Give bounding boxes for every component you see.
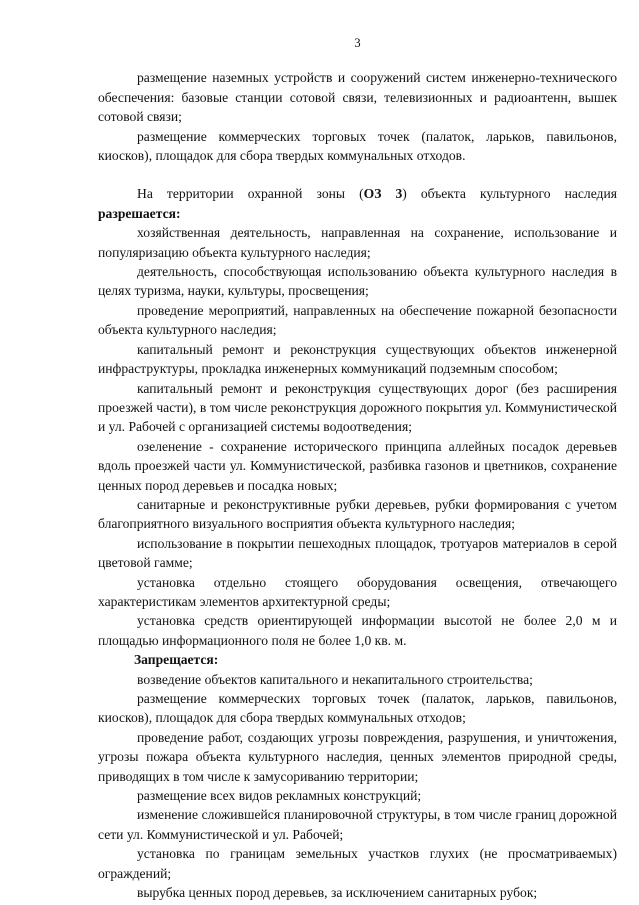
allowed-item: хозяйственная деятельность, направленная на сохранение, использование и популяризацию объекта культурного наследия;: [98, 225, 617, 260]
forbidden-item: размещение всех видов рекламных конструкций;: [137, 788, 422, 804]
forbidden-item: вырубка ценных пород деревьев, за исключением санитарных рубок;: [137, 885, 538, 901]
forbidden-item: установка по границам земельных участков глухих (не просматриваемых) ограждений;: [98, 846, 617, 881]
paragraph-gap: [98, 165, 617, 184]
allowed-item: озеленение - сохранение исторического принципа аллейных посадок деревьев вдоль проезжей части ул. Коммунистической, разбивка газонов и цветников, сохранение ценных пород деревьев и посадка новых;: [98, 438, 617, 493]
page-number: 3: [354, 36, 361, 50]
allowed-item: капитальный ремонт и реконструкция существующих дорог (без расширения проезжей части), в том числе реконструкция дорожного покрытия ул. Коммунистической и ул. Рабочей с организацией системы водоотведения;: [98, 380, 617, 435]
allowed-item: установка отдельно стоящего оборудования освещения, отвечающего характеристикам элементов архитектурной среды;: [98, 574, 617, 609]
allowed-heading: разрешается:: [98, 205, 181, 221]
allowed-item: деятельность, способствующая использованию объекта культурного наследия в целях туризма, науки, культуры, просвещения;: [98, 264, 617, 299]
zone-code: ОЗ 3: [363, 186, 403, 202]
forbidden-item: проведение работ, создающих угрозы повреждения, разрушения, и уничтожения, угрозы пожара объекта культурного наследия, ценных элементов природной среды, приводящих в том числе к замусориванию территории;: [98, 729, 617, 784]
top-item: размещение наземных устройств и сооружений систем инженерно-технического обеспечения: базовые станции сотовой связи, телевизионных и радиоантенн, вышек сотовой связи;: [98, 70, 617, 125]
forbidden-item: возведение объектов капитального и некапитального строительства;: [137, 671, 533, 687]
forbidden-heading: Запрещается:: [134, 652, 219, 668]
allowed-item: установка средств ориентирующей информации высотой не более 2,0 м и площадью информационного поля не более 1,0 кв. м.: [98, 613, 617, 648]
allowed-item: использование в покрытии пешеходных площадок, тротуаров материалов в серой цветовой гамме;: [98, 535, 617, 571]
zone-intro-before: На территории охранной зоны (: [137, 186, 364, 202]
zone-intro-paragraph: [98, 184, 617, 223]
forbidden-item: изменение сложившейся планировочной структуры, в том числе границ дорожной сети ул. Коммунистической и ул. Рабочей;: [98, 807, 617, 842]
allowed-item: капитальный ремонт и реконструкция существующих объектов инженерной инфраструктуры, прокладка инженерных коммуникаций подземным способом;: [98, 341, 617, 377]
zone-intro-after: ) объекта культурного наследия: [402, 186, 617, 202]
allowed-item: проведение мероприятий, направленных на обеспечение пожарной безопасности объекта культурного наследия;: [98, 302, 617, 338]
top-item: размещение коммерческих торговых точек (палаток, ларьков, павильонов, киосков), площадок для сбора твердых коммунальных отходов.: [98, 128, 617, 164]
document-page: [98, 34, 617, 902]
allowed-item: санитарные и реконструктивные рубки деревьев, рубки формирования с учетом благоприятного визуального восприятия объекта культурного наследия;: [98, 496, 617, 532]
forbidden-item: размещение коммерческих торговых точек (палаток, ларьков, павильонов, киосков), площадок для сбора твердых коммунальных отходов;: [98, 691, 617, 726]
